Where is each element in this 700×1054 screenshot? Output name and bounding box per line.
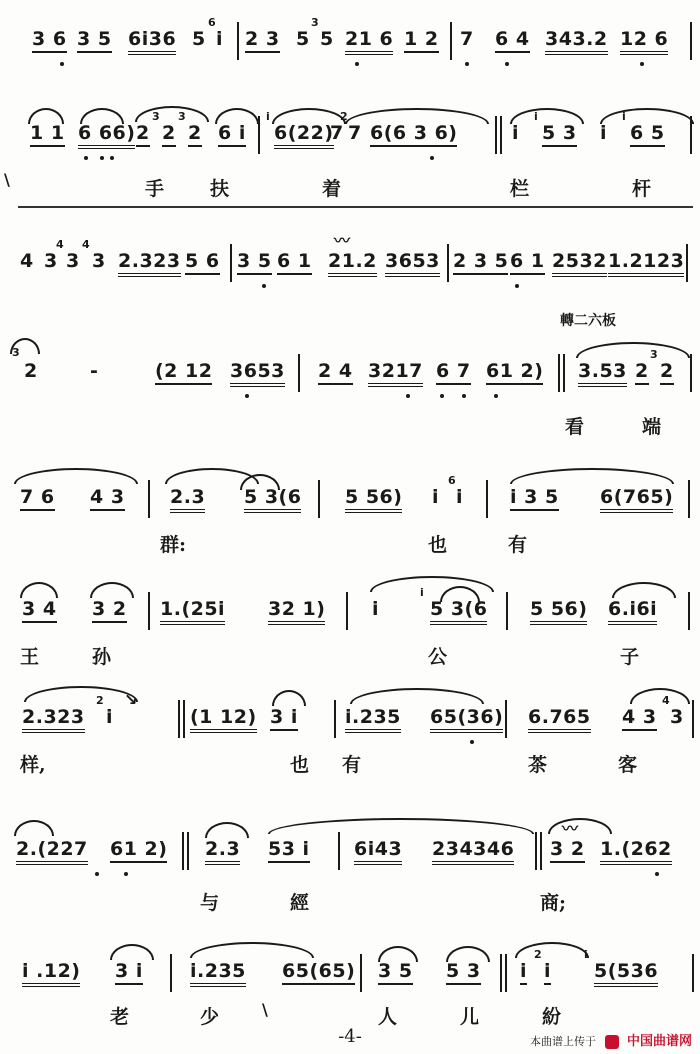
note-group: i 3 5 bbox=[510, 486, 559, 511]
note-group: 2 bbox=[136, 122, 150, 147]
note-group: 2.3 bbox=[170, 486, 205, 513]
note-group: 6.i6i bbox=[608, 598, 657, 625]
barline bbox=[692, 700, 694, 738]
grace-note: 2 bbox=[340, 110, 348, 123]
grace-note: 4 bbox=[56, 238, 64, 251]
slur bbox=[515, 942, 589, 958]
slur bbox=[205, 822, 249, 838]
note-group: 3 bbox=[44, 250, 58, 272]
notation-line bbox=[0, 690, 700, 746]
barline bbox=[148, 592, 150, 630]
lyric: 着 bbox=[322, 178, 342, 200]
octave-dot bbox=[262, 284, 266, 288]
slur bbox=[20, 582, 58, 598]
note-group: 2.3 bbox=[205, 838, 240, 865]
note-group: 3 i bbox=[115, 960, 143, 985]
barline bbox=[450, 22, 452, 60]
grace-note: i bbox=[420, 586, 424, 599]
note-group: 53 i bbox=[268, 838, 310, 863]
note-group: 2.323 bbox=[118, 250, 181, 277]
page-number: -4- bbox=[338, 1026, 362, 1047]
note-group: 2 bbox=[635, 360, 649, 385]
note-group: 4 3 bbox=[90, 486, 125, 511]
octave-dot bbox=[95, 872, 99, 876]
note-group: 6i43 bbox=[354, 838, 402, 865]
note-group: 343.2 bbox=[545, 28, 608, 55]
grace-note: 4 bbox=[82, 238, 90, 251]
barline bbox=[688, 592, 690, 630]
barline bbox=[170, 954, 172, 992]
grace-note: 6 bbox=[448, 474, 456, 487]
arrow-mark: ↘ bbox=[124, 690, 138, 709]
lyric: 有 bbox=[508, 534, 528, 556]
note-group: 1.(262 bbox=[600, 838, 672, 865]
barline-double bbox=[500, 954, 507, 992]
lyric: 与 bbox=[200, 892, 220, 914]
lyric: 茶 bbox=[528, 754, 548, 776]
slur bbox=[272, 690, 306, 706]
note-group: i bbox=[106, 706, 114, 728]
octave-dot bbox=[494, 394, 498, 398]
note-group: i bbox=[520, 960, 527, 985]
note-group: 3.53 bbox=[578, 360, 627, 387]
note-group: 21 6 bbox=[345, 28, 393, 55]
slur bbox=[14, 468, 138, 484]
slur bbox=[90, 582, 134, 598]
octave-dot bbox=[470, 740, 474, 744]
note-group: 4 3 bbox=[622, 706, 657, 731]
lyric: 商; bbox=[540, 892, 567, 914]
note-group: 3653 bbox=[230, 360, 285, 387]
slur bbox=[510, 468, 674, 484]
barline bbox=[692, 954, 694, 992]
note-group: 3 2 bbox=[92, 598, 127, 623]
lyric: 公 bbox=[428, 646, 448, 668]
octave-dot bbox=[440, 394, 444, 398]
lyric: 紛 bbox=[542, 1006, 562, 1028]
mordent-mark: 〰 bbox=[334, 231, 351, 250]
slur bbox=[576, 342, 690, 358]
mordent-mark: 〰 bbox=[562, 819, 579, 838]
barline bbox=[338, 832, 340, 870]
note-group: 3 5 bbox=[237, 250, 272, 275]
slur bbox=[190, 942, 314, 958]
octave-dot bbox=[640, 62, 644, 66]
lyric: 人 bbox=[378, 1006, 398, 1028]
slur bbox=[630, 688, 690, 704]
note-group: 32 1) bbox=[268, 598, 325, 625]
barline bbox=[690, 22, 692, 60]
note-group: (1 12) bbox=[190, 706, 257, 733]
lyric: 看 bbox=[565, 416, 585, 438]
note-group: 2.(227 bbox=[16, 838, 88, 865]
barline bbox=[506, 592, 508, 630]
note-group: 3 bbox=[92, 250, 106, 272]
note-group: 65(65) bbox=[282, 960, 355, 985]
note-group: 1 2 bbox=[404, 28, 439, 53]
lyric: 孙 bbox=[92, 646, 112, 668]
note-group: 6 i bbox=[218, 122, 246, 147]
note-group: 5 56) bbox=[530, 598, 587, 625]
note-group: 65(36) bbox=[430, 706, 503, 733]
barline-double bbox=[535, 832, 542, 870]
barline bbox=[230, 244, 232, 282]
site-name-link[interactable]: 中国曲谱网 bbox=[626, 1034, 692, 1049]
lyric: 子 bbox=[620, 646, 640, 668]
separator-rule bbox=[18, 206, 693, 208]
note-group: 7 bbox=[330, 122, 344, 144]
note-group: 6 5 bbox=[630, 122, 665, 147]
note-group: 2 3 bbox=[245, 28, 280, 53]
note-group: 2 bbox=[24, 360, 38, 382]
upload-credit bbox=[530, 1030, 692, 1049]
note-group: 6 4 bbox=[495, 28, 530, 53]
lyric: 少 bbox=[200, 1006, 220, 1028]
note-group: 7 6 bbox=[20, 486, 55, 511]
slur bbox=[14, 820, 54, 836]
slur bbox=[612, 582, 676, 598]
barline bbox=[346, 592, 348, 630]
note-group: 5 3 bbox=[542, 122, 577, 147]
slur bbox=[548, 818, 612, 834]
slur bbox=[24, 686, 138, 702]
grace-note: 2 bbox=[96, 694, 104, 707]
lyric: 扶 bbox=[210, 178, 230, 200]
note-group: 4 bbox=[20, 250, 34, 272]
lyric: 杆 bbox=[632, 178, 652, 200]
lyric: 也 bbox=[428, 534, 448, 556]
lyric: 群: bbox=[160, 534, 187, 556]
note-group: 2 bbox=[188, 122, 202, 147]
lyric: 样, bbox=[20, 754, 46, 776]
barline-double bbox=[182, 832, 189, 870]
note-group: 3653 bbox=[385, 250, 440, 277]
barline bbox=[318, 480, 320, 518]
grace-note: 3 bbox=[311, 16, 319, 29]
note-group: i bbox=[456, 486, 464, 508]
barline bbox=[690, 116, 692, 154]
note-group: i bbox=[372, 598, 380, 620]
octave-dot bbox=[124, 872, 128, 876]
note-group: 5 bbox=[192, 28, 206, 50]
octave-dot bbox=[505, 62, 509, 66]
grace-note: 6 bbox=[208, 16, 216, 29]
lyric: 老 bbox=[110, 1006, 130, 1028]
note-group: 5 56) bbox=[345, 486, 402, 513]
note-group: 2 3 5 bbox=[453, 250, 508, 275]
octave-dot bbox=[60, 62, 64, 66]
barline bbox=[688, 480, 690, 518]
slur bbox=[370, 576, 494, 592]
barline bbox=[258, 116, 260, 154]
slur bbox=[350, 688, 484, 704]
barline bbox=[686, 244, 688, 282]
note-group: 5(536 bbox=[594, 960, 658, 987]
barline-double bbox=[178, 700, 185, 738]
note-group: 1.(25i bbox=[160, 598, 225, 625]
note-group: 3 i bbox=[270, 706, 298, 731]
note-group: 3 5 bbox=[378, 960, 413, 985]
octave-dot bbox=[110, 156, 114, 160]
note-group: 12 6 bbox=[620, 28, 668, 55]
note-group: 6i36 bbox=[128, 28, 176, 55]
lyric: 經 bbox=[290, 892, 310, 914]
note-group: 5 3 bbox=[446, 960, 481, 985]
slur bbox=[135, 106, 209, 122]
barline bbox=[447, 244, 449, 282]
note-group: 3217 bbox=[368, 360, 423, 387]
note-group: 3 4 bbox=[22, 598, 57, 623]
notation-line bbox=[0, 474, 700, 526]
note-group: 3 bbox=[66, 250, 80, 272]
stroke-mark: \ bbox=[262, 1000, 268, 1019]
grace-note: 4 bbox=[662, 694, 670, 707]
octave-dot bbox=[430, 156, 434, 160]
note-group: i.235 bbox=[190, 960, 246, 987]
note-group: 5 bbox=[296, 28, 310, 50]
grace-note: i bbox=[584, 948, 588, 961]
note-group: 6(765) bbox=[600, 486, 673, 513]
notation-line bbox=[0, 16, 700, 68]
note-group: i.235 bbox=[345, 706, 401, 733]
note-group: 3 6 bbox=[32, 28, 67, 53]
notation-line bbox=[0, 948, 700, 1000]
note-group: 1 1 bbox=[30, 122, 65, 147]
notation-line bbox=[0, 819, 700, 878]
octave-dot bbox=[100, 156, 104, 160]
note-group: i bbox=[600, 122, 608, 144]
barline bbox=[334, 700, 336, 738]
slur bbox=[268, 818, 534, 834]
octave-dot bbox=[655, 872, 659, 876]
upload-credit-text: 本曲谱上传于 bbox=[529, 1035, 596, 1048]
note-group: 7 bbox=[348, 122, 362, 144]
lyric: 儿 bbox=[460, 1006, 480, 1028]
octave-dot bbox=[515, 284, 519, 288]
grace-note: i bbox=[622, 110, 626, 123]
note-group: 2.323 bbox=[22, 706, 85, 733]
octave-dot bbox=[462, 394, 466, 398]
barline bbox=[486, 480, 488, 518]
note-group: (2 12 bbox=[155, 360, 212, 385]
grace-note: 3 bbox=[12, 346, 20, 359]
section-heading: 轉二六板 bbox=[560, 313, 616, 329]
grace-note: 3 bbox=[152, 110, 160, 123]
barline bbox=[505, 700, 507, 738]
note-group: 2 bbox=[660, 360, 674, 385]
note-group: 61 2) bbox=[486, 360, 543, 385]
note-group: 7 bbox=[460, 28, 474, 50]
barline bbox=[690, 354, 692, 392]
notation-line bbox=[0, 346, 700, 400]
note-group: 5 6 bbox=[185, 250, 220, 275]
note-group: 3 5 bbox=[77, 28, 112, 53]
barline bbox=[148, 480, 150, 518]
note-group: 5 3(6 bbox=[430, 598, 487, 625]
note-group: - bbox=[90, 360, 99, 382]
note-group: i .12) bbox=[22, 960, 80, 987]
grace-note: 3 bbox=[178, 110, 186, 123]
lyric: 栏 bbox=[510, 178, 530, 200]
note-group: 21.2 bbox=[328, 250, 377, 277]
note-group: 6 66) bbox=[78, 122, 135, 149]
notation-line bbox=[0, 586, 700, 638]
grace-note: i bbox=[266, 110, 270, 123]
note-group: 6.765 bbox=[528, 706, 591, 733]
grace-note: 2 bbox=[534, 948, 542, 961]
note-group: 6 1 bbox=[510, 250, 545, 275]
notation-line bbox=[0, 110, 700, 162]
note-group: i bbox=[216, 28, 224, 50]
site-logo-icon bbox=[605, 1035, 619, 1049]
barline bbox=[360, 954, 362, 992]
lyric: 客 bbox=[618, 754, 638, 776]
note-group: 6(22) bbox=[274, 122, 334, 149]
slur bbox=[110, 944, 154, 960]
note-group: 2 bbox=[162, 122, 176, 147]
octave-dot bbox=[465, 62, 469, 66]
note-group: 3 bbox=[670, 706, 684, 728]
barline bbox=[237, 22, 239, 60]
octave-dot bbox=[355, 62, 359, 66]
stroke-mark: \ bbox=[4, 170, 10, 189]
note-group: i bbox=[512, 122, 520, 144]
note-group: i bbox=[544, 960, 551, 985]
octave-dot bbox=[406, 394, 410, 398]
barline-double bbox=[495, 116, 502, 154]
note-group: 234346 bbox=[432, 838, 514, 865]
barline-double bbox=[558, 354, 565, 392]
note-group: i bbox=[432, 486, 440, 508]
lyric: 王 bbox=[20, 646, 40, 668]
note-group: 61 2) bbox=[110, 838, 167, 863]
note-group: 2 4 bbox=[318, 360, 353, 385]
lyric: 也 bbox=[290, 754, 310, 776]
octave-dot bbox=[84, 156, 88, 160]
note-group: 5 bbox=[320, 28, 334, 50]
lyric: 端 bbox=[642, 416, 662, 438]
note-group: 6 1 bbox=[277, 250, 312, 275]
lyric: 有 bbox=[342, 754, 362, 776]
octave-dot bbox=[245, 394, 249, 398]
grace-note: i bbox=[534, 110, 538, 123]
notation-line bbox=[0, 231, 700, 290]
note-group: 6(6 3 6) bbox=[370, 122, 457, 147]
lyric: 手 bbox=[145, 178, 165, 200]
note-group: 5 3(6 bbox=[244, 486, 301, 513]
barline bbox=[298, 354, 300, 392]
note-group: 2532 bbox=[552, 250, 607, 277]
note-group: 3 2 bbox=[550, 838, 585, 863]
grace-note: 3 bbox=[650, 348, 658, 361]
note-group: 6 7 bbox=[436, 360, 471, 385]
note-group: 1.2123 bbox=[608, 250, 684, 277]
